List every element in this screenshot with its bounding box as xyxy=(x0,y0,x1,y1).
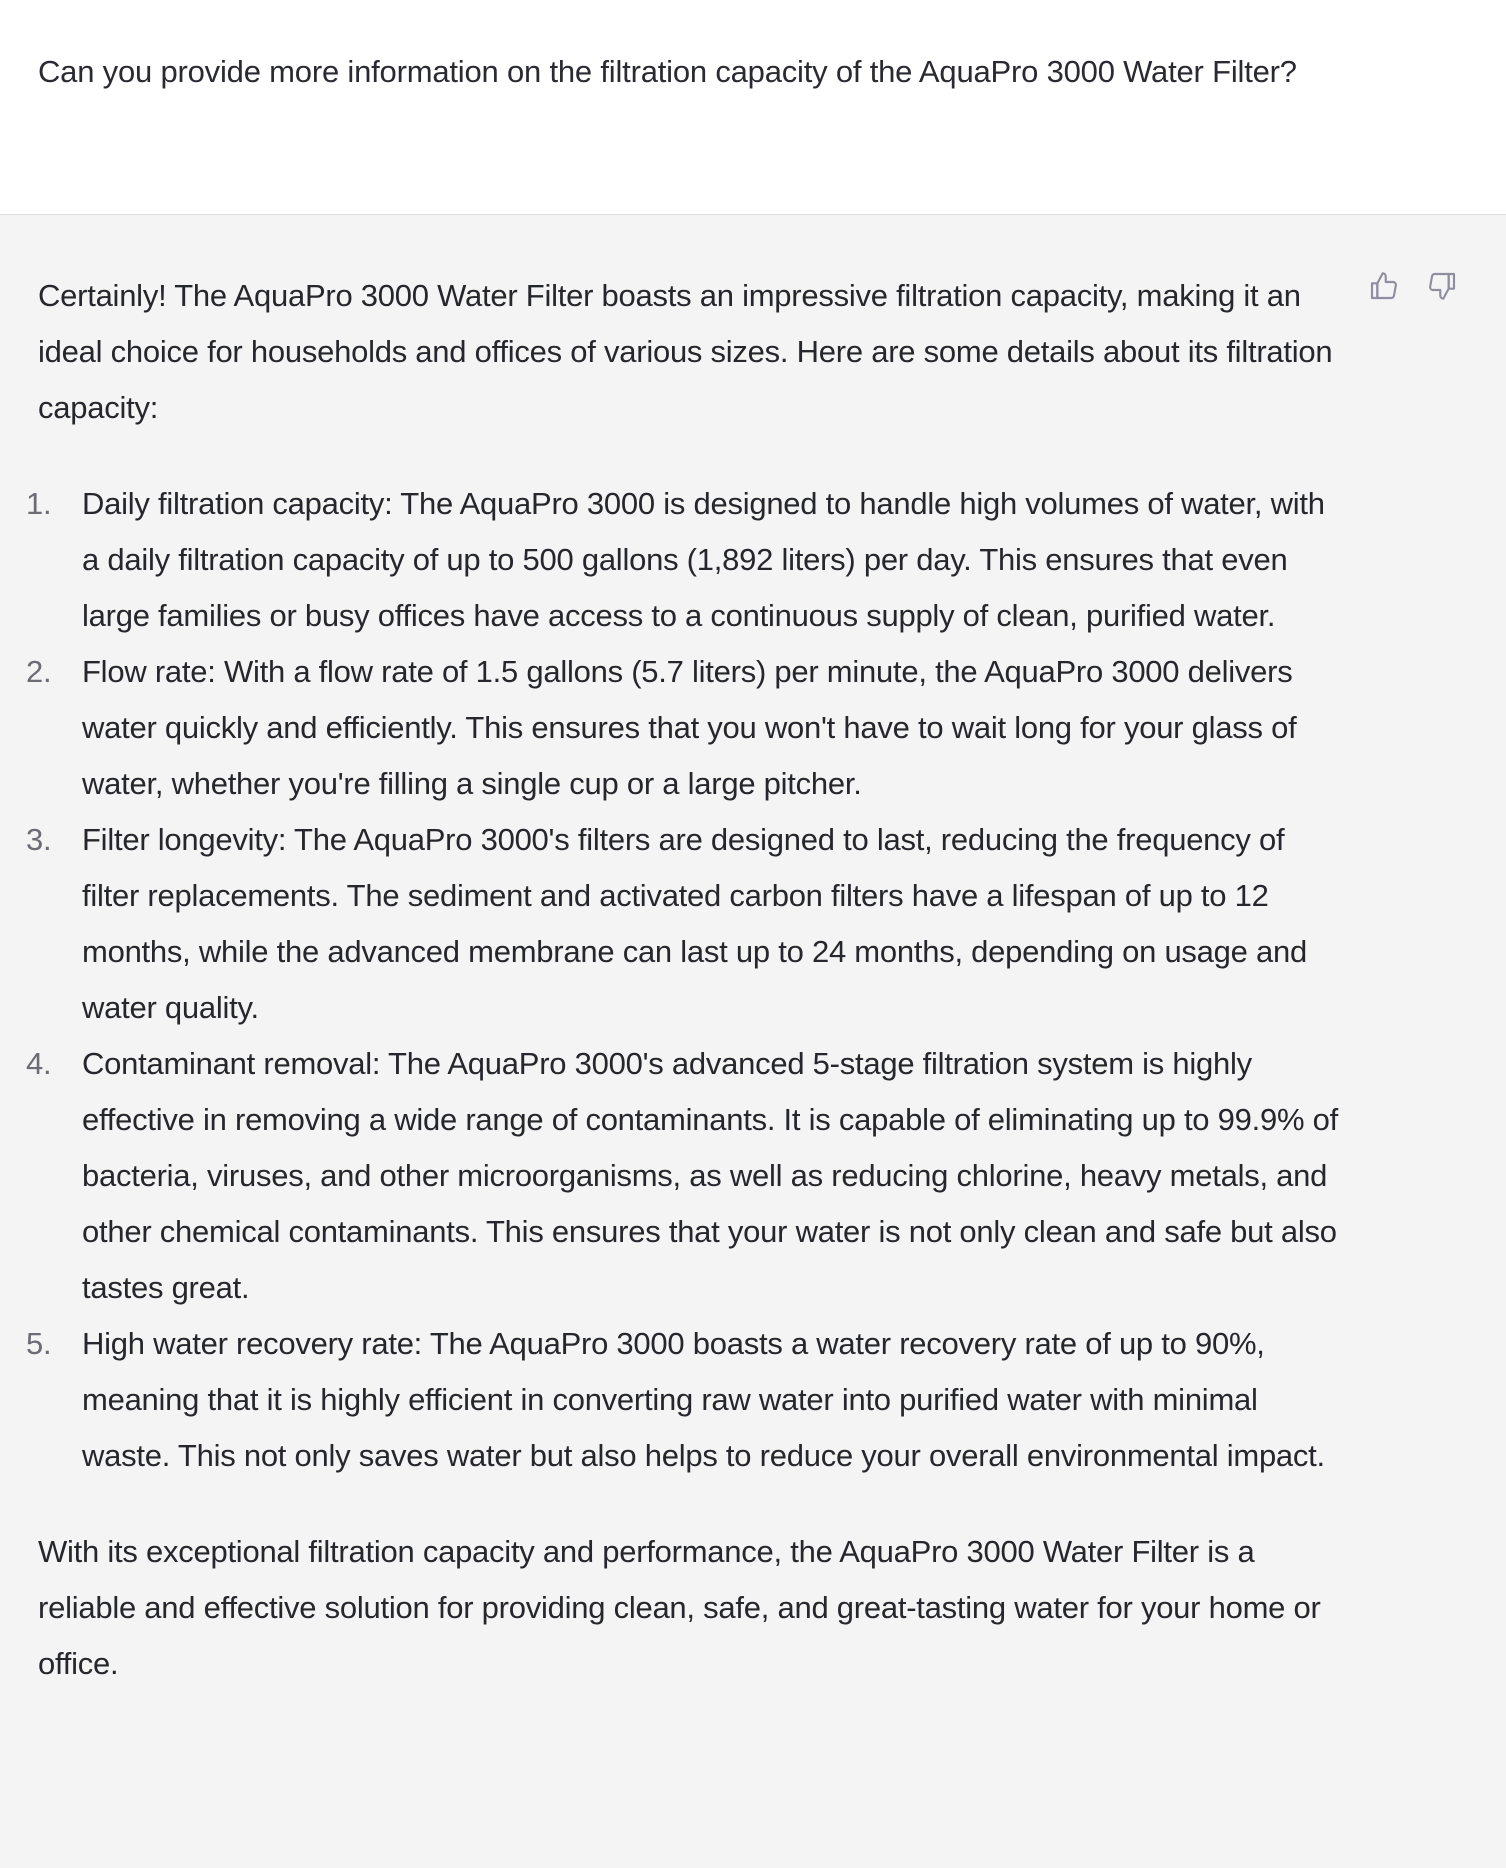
list-item xyxy=(26,1316,1348,1484)
user-message xyxy=(0,0,1506,215)
thumbs-down-button[interactable] xyxy=(1424,268,1460,304)
list-item-text: High water recovery rate: The AquaPro 3000 boasts a water recovery rate of up to 90%, meaning that it is highly efficient in converting raw water into purified water with minimal waste. This not only saves water but also helps to reduce your overall environmental impact. xyxy=(82,1326,1325,1473)
list-item xyxy=(26,1036,1348,1316)
list-item-number: 4. xyxy=(26,1046,52,1081)
feedback-buttons xyxy=(1366,268,1460,304)
thumbs-down-icon xyxy=(1426,270,1458,302)
list-item-number: 1. xyxy=(26,486,52,521)
assistant-message-content xyxy=(26,268,1348,1692)
list-item xyxy=(26,476,1348,644)
list-item-number: 3. xyxy=(26,822,52,857)
list-item-number: 2. xyxy=(26,654,52,689)
list-item xyxy=(26,644,1348,812)
list-item-text: Flow rate: With a flow rate of 1.5 gallons (5.7 liters) per minute, the AquaPro 3000 delivers water quickly and efficiently. This ensures that you won't have to wait long for your glass of water, whether you're filling a single cup or a large pitcher. xyxy=(82,654,1297,801)
list-item xyxy=(26,812,1348,1036)
assistant-intro: Certainly! The AquaPro 3000 Water Filter boasts an impressive filtration capacity, making it an ideal choice for households and offices of various sizes. Here are some details about its filtration capacity: xyxy=(38,278,1333,425)
assistant-message xyxy=(0,216,1506,1868)
assistant-conclusion: With its exceptional filtration capacity and performance, the AquaPro 3000 Water Filter is a reliable and effective solution for providing clean, safe, and great-tasting water for your home or office. xyxy=(38,1534,1321,1681)
list-item-text: Daily filtration capacity: The AquaPro 3000 is designed to handle high volumes of water, with a daily filtration capacity of up to 500 gallons (1,892 liters) per day. This ensures that even large families or busy offices have access to a continuous supply of clean, purified water. xyxy=(82,486,1325,633)
list-item-text: Contaminant removal: The AquaPro 3000's advanced 5-stage filtration system is highly effective in removing a wide range of contaminants. It is capable of eliminating up to 99.9% of bacteria, viruses, and other microorganisms, as well as reducing chlorine, heavy metals, and other chemical contaminants. This ensures that your water is not only clean and safe but also tastes great. xyxy=(82,1046,1339,1305)
thumbs-up-icon xyxy=(1368,270,1400,302)
user-message-text: Can you provide more information on the filtration capacity of the AquaPro 3000 Water Filter? xyxy=(38,54,1297,89)
thumbs-up-button[interactable] xyxy=(1366,268,1402,304)
list-item-text: Filter longevity: The AquaPro 3000's filters are designed to last, reducing the frequency of filter replacements. The sediment and activated carbon filters have a lifespan of up to 12 months, while the advanced membrane can last up to 24 months, depending on usage and water quality. xyxy=(82,822,1307,1025)
filtration-details-list xyxy=(26,476,1348,1484)
list-item-number: 5. xyxy=(26,1326,52,1361)
